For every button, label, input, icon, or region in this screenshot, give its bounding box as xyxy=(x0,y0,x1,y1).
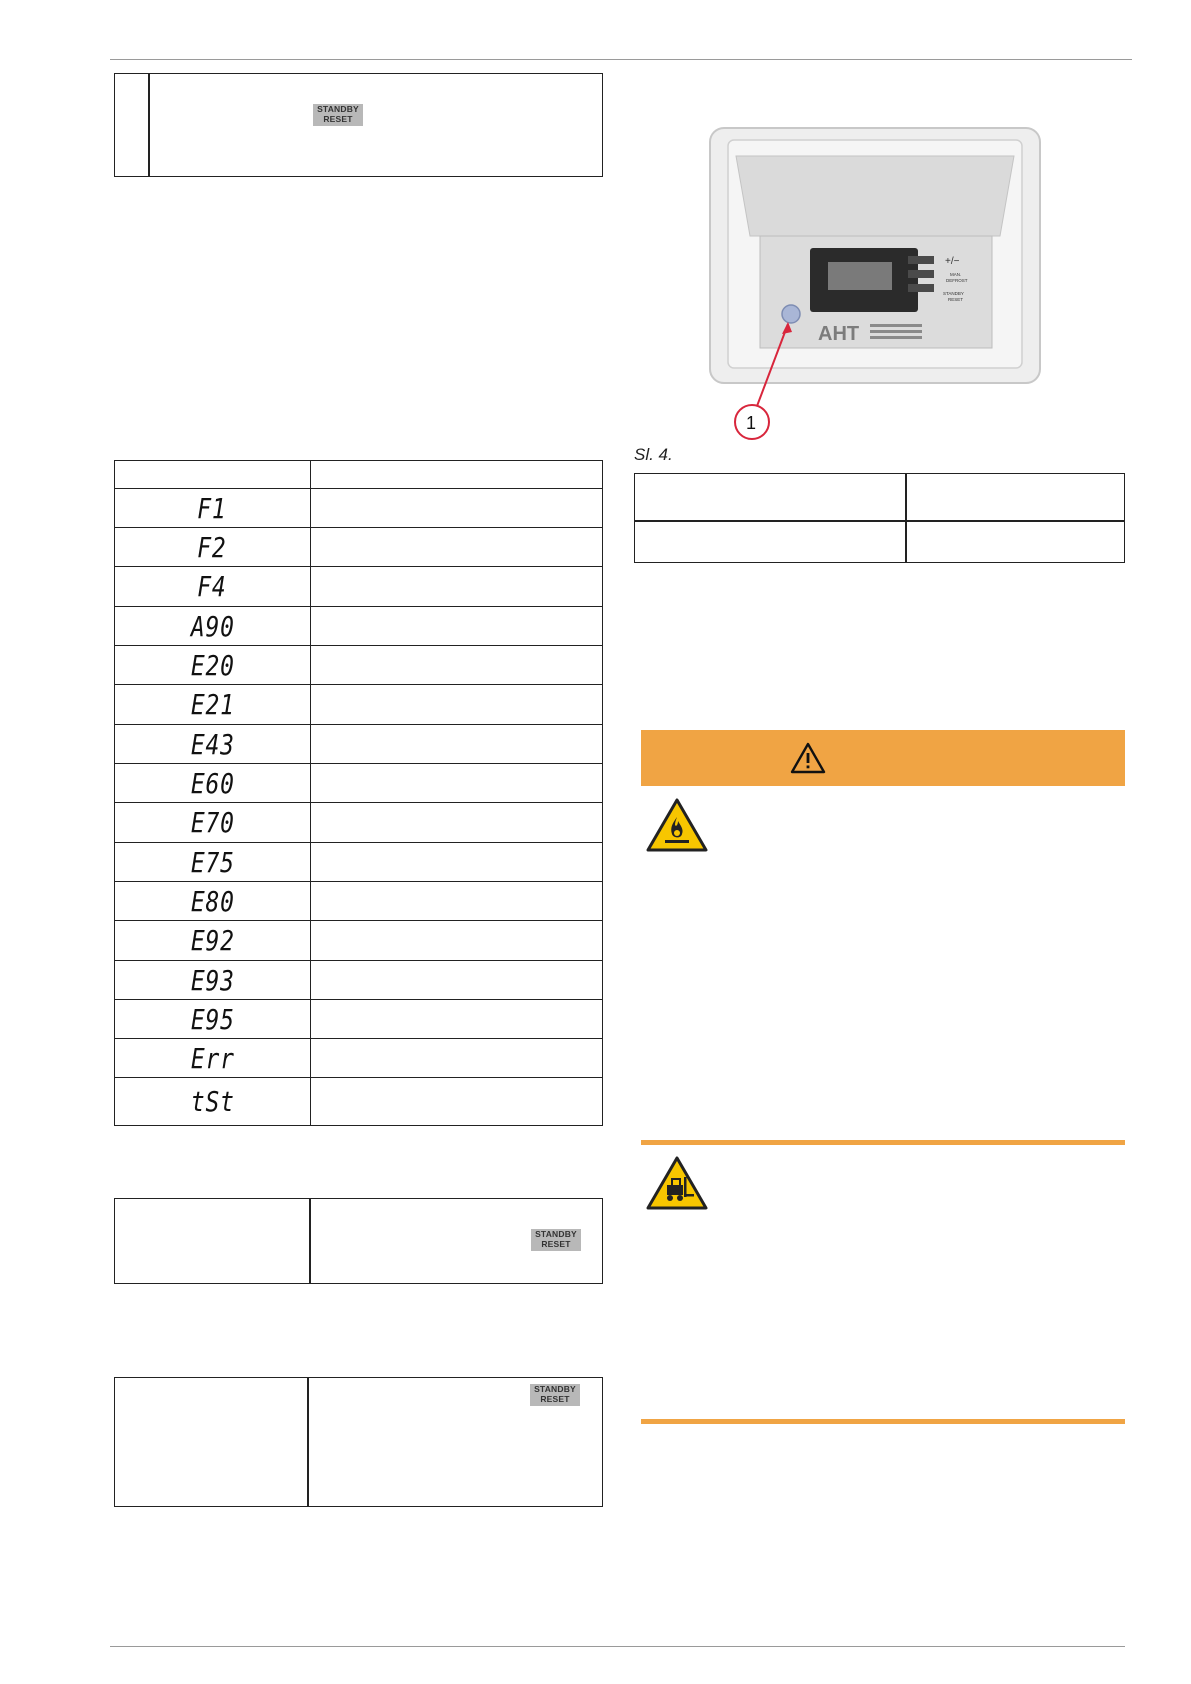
error-code: Err xyxy=(190,1041,235,1075)
error-description-cell xyxy=(310,528,602,567)
error-code-cell xyxy=(115,646,311,685)
reset-label: RESET xyxy=(541,1238,571,1249)
error-code: E60 xyxy=(190,766,235,800)
standby-reset-key xyxy=(531,1229,581,1251)
error-description-cell xyxy=(310,685,602,725)
top-note-table-divider xyxy=(148,73,150,177)
table-row xyxy=(115,725,603,764)
man-defrost-label-2: DEFROST xyxy=(946,278,968,283)
error-code-cell xyxy=(115,764,311,803)
table-row xyxy=(115,882,603,921)
error-description-cell xyxy=(310,1078,602,1126)
error-code-cell xyxy=(115,567,311,607)
error-code: E75 xyxy=(190,845,235,879)
table-row xyxy=(115,961,603,1000)
aht-logo: AHT xyxy=(818,323,860,345)
error-code: F4 xyxy=(197,570,227,603)
table-row xyxy=(115,646,603,685)
error-description-cell xyxy=(310,646,602,685)
error-code: tSt xyxy=(190,1085,235,1118)
table-header-row xyxy=(115,461,603,489)
standby-label: STANDBY xyxy=(317,104,359,114)
right-table-row-divider xyxy=(634,520,1125,522)
error-code-cell xyxy=(115,1039,311,1078)
error-code: E80 xyxy=(190,884,235,918)
warning-section-end xyxy=(641,1419,1125,1424)
table-row xyxy=(115,921,603,961)
error-description-cell xyxy=(310,607,602,646)
table-row xyxy=(115,607,603,646)
table-row xyxy=(115,1078,603,1126)
error-code: F2 xyxy=(197,530,227,564)
error-description-cell xyxy=(310,725,602,764)
error-description-cell xyxy=(310,1000,602,1039)
error-description-cell xyxy=(310,489,602,528)
error-description-cell xyxy=(310,882,602,921)
table-row xyxy=(115,685,603,725)
error-code-cell xyxy=(115,528,311,567)
error-code: E70 xyxy=(190,806,235,839)
right-table-divider xyxy=(905,473,907,563)
header-rule xyxy=(110,59,1132,60)
table-row xyxy=(115,489,603,528)
error-description-cell xyxy=(310,921,602,961)
error-code-cell xyxy=(115,921,311,961)
error-code-cell xyxy=(115,843,311,882)
error-code: E20 xyxy=(190,648,235,682)
standby-reset-key xyxy=(313,104,363,126)
table-row xyxy=(115,528,603,567)
error-code: E95 xyxy=(190,1002,235,1036)
error-code-cell xyxy=(115,725,311,764)
error-code-cell xyxy=(115,1078,311,1126)
flammable-warning-icon xyxy=(645,797,709,853)
error-code-cell xyxy=(115,803,311,843)
error-code: E93 xyxy=(190,963,235,997)
table-row xyxy=(115,843,603,882)
error-code-cell xyxy=(115,489,311,528)
error-codes-table xyxy=(114,460,603,1126)
error-description-cell xyxy=(310,567,602,607)
table-row xyxy=(115,803,603,843)
error-code: A90 xyxy=(190,609,235,643)
reset-label: RESET xyxy=(323,113,353,124)
error-description-cell xyxy=(310,764,602,803)
figure-caption: Sl. 4. xyxy=(634,445,673,464)
warning-section-divider xyxy=(641,1140,1125,1145)
man-defrost-label: MAN. xyxy=(950,272,962,277)
error-code: E92 xyxy=(190,924,235,957)
error-description-cell xyxy=(310,803,602,843)
error-code: F1 xyxy=(197,491,227,525)
standby-reset-key xyxy=(530,1384,580,1406)
error-description-cell xyxy=(310,843,602,882)
plus-minus-label: +/− xyxy=(945,256,960,267)
error-description-cell xyxy=(310,1039,602,1078)
error-code-cell xyxy=(115,607,311,646)
controller-panel-image xyxy=(700,118,1050,448)
standby-panel-label: STANDBY xyxy=(943,291,964,296)
standby-label: STANDBY xyxy=(535,1229,577,1239)
standby-note-table-2-divider xyxy=(307,1377,309,1507)
standby-note-table-1 xyxy=(114,1198,603,1284)
error-code-cell xyxy=(115,961,311,1000)
table-row xyxy=(115,567,603,607)
reset-panel-label: RESET xyxy=(948,297,964,302)
reset-label: RESET xyxy=(540,1393,570,1404)
footer-rule xyxy=(110,1646,1125,1647)
table-header-cell xyxy=(115,461,311,489)
error-code-cell xyxy=(115,882,311,921)
error-description-cell xyxy=(310,961,602,1000)
error-code: E43 xyxy=(190,727,235,761)
standby-label: STANDBY xyxy=(534,1384,576,1394)
error-code-cell xyxy=(115,1000,311,1039)
table-row xyxy=(115,1039,603,1078)
error-code: E21 xyxy=(190,688,235,721)
callout-number: 1 xyxy=(746,413,757,433)
table-row xyxy=(115,1000,603,1039)
table-header-cell xyxy=(310,461,602,489)
right-table xyxy=(634,473,1125,563)
warning-header-bar xyxy=(641,730,1125,786)
error-code-cell xyxy=(115,685,311,725)
standby-note-table-1-divider xyxy=(309,1198,311,1284)
forklift-warning-icon xyxy=(645,1155,709,1211)
table-row xyxy=(115,764,603,803)
warning-triangle-icon xyxy=(790,742,826,774)
